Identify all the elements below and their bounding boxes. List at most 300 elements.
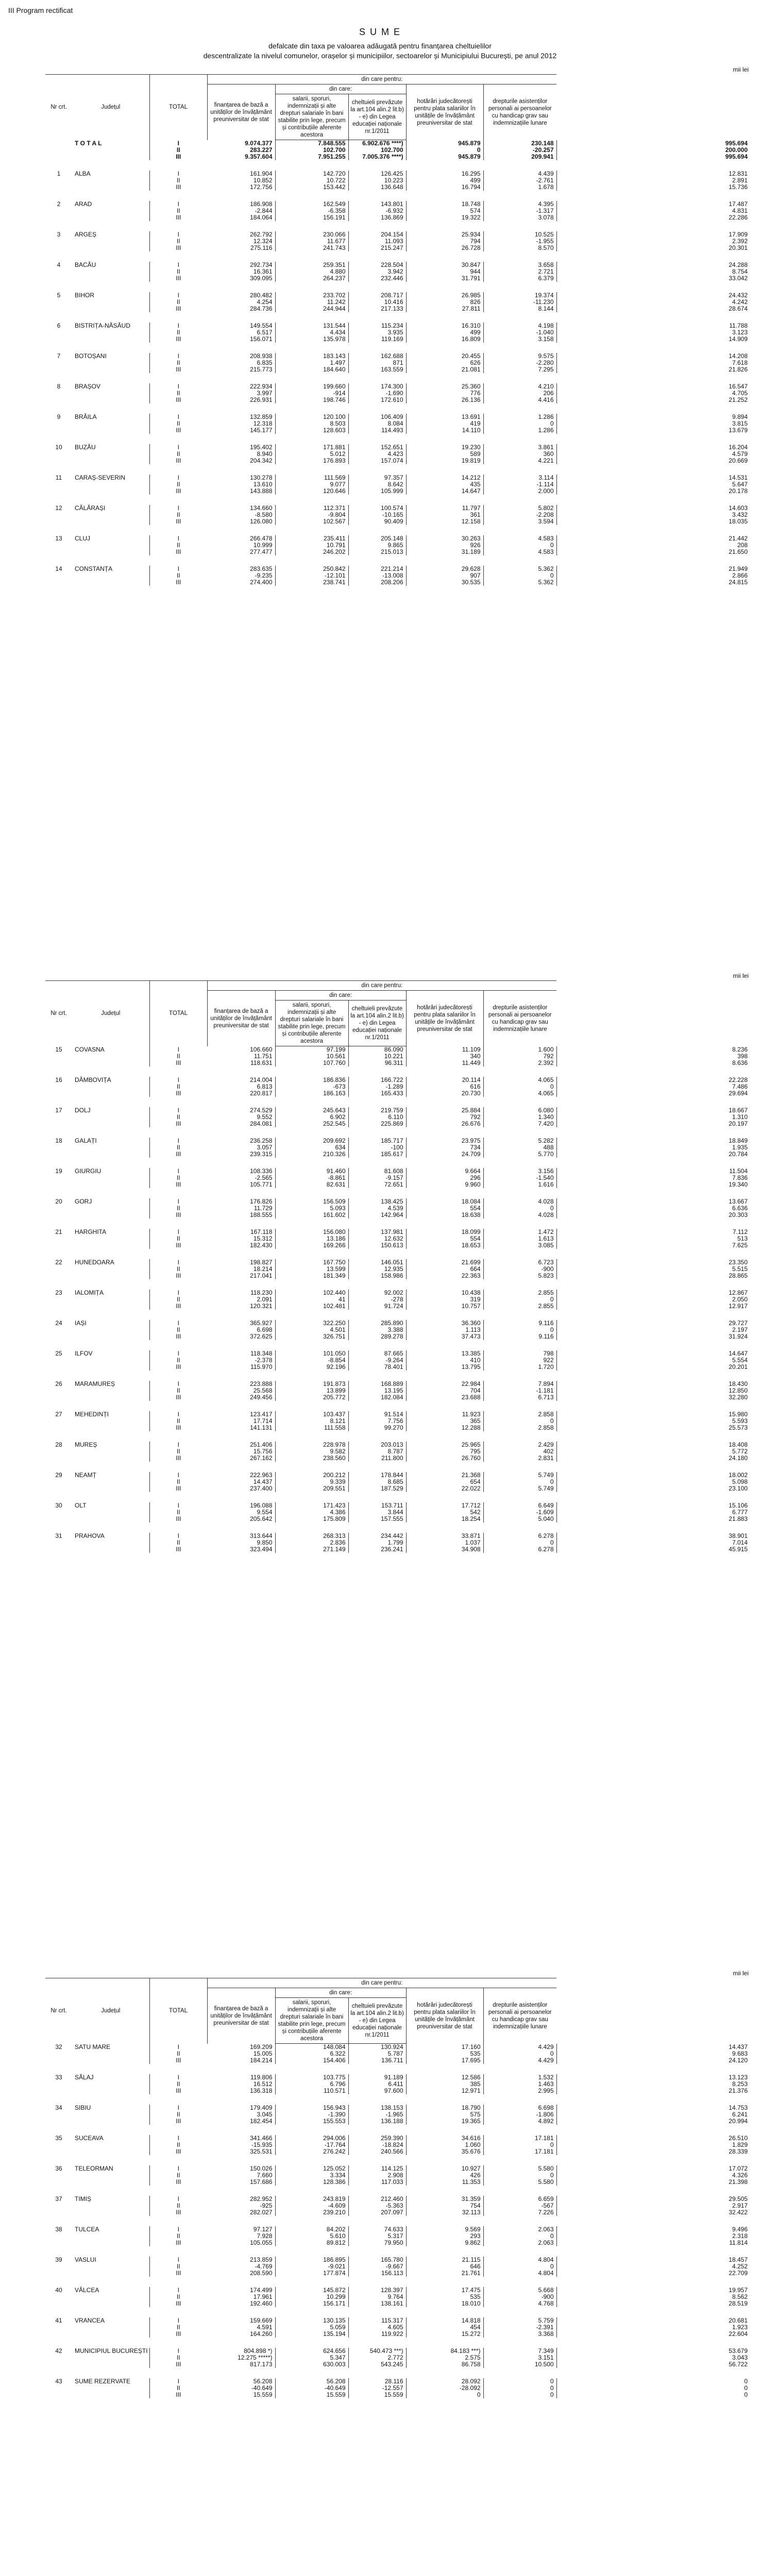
value-finantare-baza: 243.819 [275,2196,348,2202]
value-salarii: 204.154 [348,231,406,238]
subtitle-line-2: descentralizate la nivelul comunelor, orașelor și municipiilor, sectoarelor și Municipiului București, pe anul 2012 [203,52,557,60]
row-group-label: I [149,2257,207,2263]
value-cheltuieli: 25.965 [406,1442,483,1448]
row-group-label: III [149,457,207,464]
value-asistenti: 4.831 [556,208,750,214]
row-number-empty [45,2270,72,2277]
value-hotarari: -1.609 [483,1509,556,1516]
value-finantare-baza: -1.390 [275,2111,348,2118]
value-total: 179.409 [250,2104,273,2111]
row-group-label: III [149,214,207,221]
county-name-empty [72,518,149,525]
value-hotarari: 0 [483,2142,556,2148]
value-salarii: 211.800 [348,1455,406,1462]
value-total: 12.324 [253,238,273,245]
row-group-label: I [149,1259,207,1266]
value-salarii: 236.241 [348,1546,406,1553]
value-salarii: 102.700 [348,147,406,154]
value-asistenti: 5.593 [556,1418,750,1425]
value-finantare-baza: 102.567 [275,518,348,525]
value-total: 13.610 [253,481,273,488]
value-finantare-baza: -40.649 [275,2385,348,2392]
value-finantare-baza: 191.873 [275,1381,348,1387]
value-finantare-baza: 181.349 [275,1273,348,1279]
value-total: 118.348 [250,1350,273,1357]
value-cheltuieli: 435 [406,481,483,488]
value-asistenti: 16.204 [556,444,750,451]
row-group-label: II [149,208,207,214]
value-hotarari: 5.770 [483,1151,556,1158]
row-number-empty [45,549,72,555]
county-name: HUNEDOARA [75,1259,114,1266]
county-name: ILFOV [75,1350,93,1357]
value-asistenti: 25.573 [556,1425,750,1431]
header-salarii: salarii, sporuri, indemnizații și alte drepturi salariale în bani stabilite prin lege, precum și contribuțiile aferente acestora [275,1998,348,2044]
data-table [45,980,750,1553]
row-number-empty [45,268,72,275]
county-name-empty [72,360,149,366]
value-hotarari: 7.420 [483,1121,556,1127]
value-hotarari: 4.221 [483,457,556,464]
row-number-empty [45,2118,72,2125]
value-asistenti: 22.709 [556,2270,750,2277]
row-group-label: II [149,1418,207,1425]
value-hotarari: 0 [483,2172,556,2179]
value-total: 195.402 [250,444,273,451]
header-total: TOTAL [149,1978,207,2044]
value-asistenti: 5.647 [556,481,750,488]
row-number-empty [45,427,72,434]
value-finantare-baza: 245.643 [275,1107,348,1114]
value-finantare-baza: 186.163 [275,1090,348,1097]
value-asistenti: 7.486 [556,1083,750,1090]
value-hotarari: 2.855 [483,1303,556,1310]
value-hotarari: 17.181 [483,2135,556,2142]
row-number-empty [45,2354,72,2361]
row-group-label: III [149,2118,207,2125]
value-cheltuieli: 17.160 [406,2044,483,2051]
value-finantare-baza: 235.411 [275,535,348,542]
value-hotarari: 4.768 [483,2300,556,2307]
table-row [45,1212,750,1218]
value-asistenti: 24.288 [556,262,750,268]
header-asistenti: drepturile asistenților personali ai persoanelor cu handicap grav sau indemnizațiile lunare [483,1988,556,2044]
value-salarii: 142.964 [348,1212,406,1218]
value-finantare-baza: 6.322 [275,2050,348,2057]
value-total: 280.482 [250,292,273,299]
row-number-empty [45,1539,72,1546]
county-name: COVASNA [75,1045,105,1053]
county-name-empty [72,1090,149,1097]
value-total: 9.552 [257,1113,273,1121]
row-group-label: III [149,518,207,525]
row-group-label: II [149,2081,207,2088]
value-asistenti: 7.014 [556,1539,750,1546]
value-finantare-baza: 111.569 [275,474,348,481]
table-row [45,1516,750,1522]
county-name-empty [72,1242,149,1249]
value-asistenti: 22.228 [556,1077,750,1083]
value-hotarari: 488 [483,1144,556,1151]
value-finantare-baza: 634 [275,1144,348,1151]
county-name-empty [72,1212,149,1218]
value-asistenti: 21.252 [556,397,750,403]
county-name-empty [72,1418,149,1425]
value-finantare-baza: 271.149 [275,1546,348,1553]
value-salarii: 119.169 [348,336,406,343]
county-name-empty [72,214,149,221]
value-salarii: 8.084 [348,420,406,427]
value-asistenti: 26.510 [556,2135,750,2142]
value-salarii: -6.932 [348,208,406,214]
row-number-empty [45,542,72,549]
value-cheltuieli: 454 [406,2324,483,2331]
value-salarii: 81.608 [348,1168,406,1175]
value-asistenti: 0 [556,2392,750,2398]
value-hotarari: 19.374 [483,292,556,299]
row-number-empty [45,366,72,373]
row-number: 12 [55,504,62,512]
county-name-empty [72,2354,149,2361]
value-hotarari: 2.858 [483,1425,556,1431]
row-group-label: II [149,299,207,306]
table-row [45,1394,750,1401]
value-total: 16.512 [253,2080,273,2088]
value-salarii: 172.610 [348,397,406,403]
value-salarii: 12.935 [348,1266,406,1273]
value-asistenti: 12.831 [556,171,750,177]
row-number: 1 [57,170,61,177]
value-cheltuieli: 11.353 [406,2179,483,2185]
value-asistenti: 33.042 [556,275,750,282]
value-total: 214.004 [250,1076,273,1083]
row-number-empty [45,488,72,495]
value-total: 204.342 [250,457,273,464]
row-group-label: III [149,2057,207,2064]
row-group-label: III [149,336,207,343]
county-name: IAȘI [75,1319,87,1327]
header-din-care-sub: din care: [275,84,406,94]
county-name-empty [72,2240,149,2246]
row-number-empty [45,1546,72,1553]
value-total: 141.131 [250,1424,273,1431]
value-total: 282.952 [250,2195,273,2202]
row-group-label: II [149,2294,207,2300]
table-row [45,2209,750,2216]
value-hotarari: 8.144 [483,306,556,312]
value-hotarari: 3.594 [483,518,556,525]
value-total: 251.406 [250,1441,273,1448]
value-finantare-baza: 252.545 [275,1121,348,1127]
value-asistenti: 5.515 [556,1266,750,1273]
table-row [45,1242,750,1249]
value-cheltuieli: 37.473 [406,1333,483,1340]
value-total: 284.081 [250,1120,273,1127]
value-cheltuieli: 20.114 [406,1077,483,1083]
value-salarii: 13.195 [348,1387,406,1394]
value-salarii: 9.865 [348,542,406,549]
row-number-empty [45,1303,72,1310]
value-finantare-baza: 276.242 [275,2148,348,2155]
value-hotarari: 9.575 [483,353,556,360]
value-total: 174.499 [250,2286,273,2294]
table-section-2 [45,980,750,1553]
value-asistenti: 6.636 [556,1205,750,1212]
value-cheltuieli: 21.699 [406,1259,483,1266]
value-asistenti: 21.949 [556,566,750,572]
value-asistenti: 1.935 [556,1144,750,1151]
county-name-empty [72,2270,149,2277]
value-salarii: 152.651 [348,444,406,451]
row-number-empty [45,1418,72,1425]
value-cheltuieli: 22.022 [406,1485,483,1492]
header-salarii: salarii, sporuri, indemnizații și alte drepturi salariale în bani stabilite prin lege, precum și contribuțiile aferente acestora [275,1001,348,1046]
value-total: 283.227 [250,146,273,154]
row-number-empty [45,154,72,160]
value-salarii: 115.317 [348,2317,406,2324]
value-asistenti: 20.201 [556,1364,750,1370]
county-name: GIURGIU [75,1167,102,1175]
value-cheltuieli: 11.449 [406,1060,483,1066]
value-hotarari: 2.000 [483,488,556,495]
table-row [45,1121,750,1127]
header-cheltuieli: cheltuieli prevăzute la art.104 alin.2 lit.b) - e) din Legea educației naționale nr.1/2011 [348,94,406,140]
row-group-label: I [149,1320,207,1327]
value-hotarari: 0 [483,2392,556,2398]
row-number-empty [45,208,72,214]
county-name-empty [72,2111,149,2118]
value-cheltuieli: 0 [406,2392,483,2398]
row-number: 6 [57,322,61,329]
county-name: GORJ [75,1198,92,1205]
row-group-label: II [149,1266,207,1273]
value-cheltuieli: 574 [406,208,483,214]
value-finantare-baza: 200.212 [275,1472,348,1479]
county-name: MUNICIPIUL BUCUREȘTI [75,2347,148,2354]
table-row [45,397,750,403]
county-name: CĂLĂRAȘI [75,504,106,512]
value-total: 149.554 [250,322,273,329]
value-asistenti: 6.241 [556,2111,750,2118]
value-salarii: -10.165 [348,512,406,518]
county-name-empty [72,457,149,464]
value-asistenti: 19.340 [556,1181,750,1188]
row-group-label: I [149,2378,207,2385]
county-name: SUCEAVA [75,2134,104,2142]
county-name-empty [72,1181,149,1188]
value-hotarari: 0 [483,1327,556,1333]
value-salarii: 115.234 [348,323,406,329]
row-group-label: I [149,1290,207,1296]
row-group-label: I [149,2165,207,2172]
table-row [45,140,750,147]
value-cheltuieli: 19.230 [406,444,483,451]
value-cheltuieli: 664 [406,1266,483,1273]
value-cheltuieli: 776 [406,390,483,397]
value-finantare-baza: 56.208 [275,2378,348,2385]
value-finantare-baza: 186.836 [275,1077,348,1083]
value-hotarari: 6.713 [483,1394,556,1401]
value-total: 222.963 [250,1471,273,1479]
value-asistenti: 5.772 [556,1448,750,1455]
table-row [45,427,750,434]
value-salarii: 178.844 [348,1472,406,1479]
value-total: 267.162 [250,1454,273,1462]
row-number-empty [45,579,72,586]
value-hotarari: 6.659 [483,2196,556,2202]
value-hotarari: 3.368 [483,2331,556,2337]
value-asistenti: 8.236 [556,1046,750,1054]
value-salarii: 146.051 [348,1259,406,1266]
row-group-label: II [149,360,207,366]
row-group-label: III [149,306,207,312]
value-finantare-baza: 259.351 [275,262,348,268]
county-name-empty [72,1053,149,1060]
county-name-empty [72,2263,149,2270]
value-asistenti: 14.531 [556,474,750,481]
row-number-empty [45,1151,72,1158]
row-group-label: II [149,1296,207,1303]
row-number-empty [45,451,72,457]
row-number: 22 [55,1259,62,1266]
county-name-empty [72,2179,149,2185]
row-group-label: II [149,1053,207,1060]
row-group-label: I [149,2226,207,2233]
value-asistenti: 13.679 [556,427,750,434]
value-cheltuieli: 11.109 [406,1046,483,1054]
value-cheltuieli: 826 [406,299,483,306]
value-total: 274.400 [250,579,273,586]
value-asistenti: 28.339 [556,2148,750,2155]
value-hotarari: 5.282 [483,1138,556,1144]
row-group-label: III [149,2179,207,2185]
value-cheltuieli: 9.960 [406,1181,483,1188]
value-total: 10.852 [253,177,273,184]
table-row [45,1090,750,1097]
value-cheltuieli: 499 [406,329,483,336]
value-total: 213.859 [250,2256,273,2263]
value-total: -15.935 [251,2141,273,2148]
value-total: 176.826 [250,1198,273,1205]
value-asistenti: 14.647 [556,1350,750,1357]
value-finantare-baza: 264.237 [275,275,348,282]
county-name-empty [72,2324,149,2331]
value-salarii: 136.869 [348,214,406,221]
row-group-label: I [149,140,207,147]
value-salarii: 156.113 [348,2270,406,2277]
value-finantare-baza: 92.196 [275,1364,348,1370]
value-finantare-baza: 294.006 [275,2135,348,2142]
value-cheltuieli: 410 [406,1357,483,1364]
table-row [45,1546,750,1553]
value-finantare-baza: 6.796 [275,2081,348,2088]
value-finantare-baza: 13.186 [275,1235,348,1242]
row-number: 43 [55,2378,62,2385]
county-name-empty [72,154,149,160]
value-hotarari: 7.226 [483,2209,556,2216]
county-name-empty [72,2142,149,2148]
value-cheltuieli: 13.385 [406,1350,483,1357]
value-asistenti: 22.604 [556,2331,750,2337]
value-hotarari: 4.065 [483,1090,556,1097]
value-hotarari: 1.532 [483,2074,556,2081]
row-number: 36 [55,2165,62,2172]
value-total: 17.961 [253,2293,273,2300]
value-asistenti: 398 [556,1053,750,1060]
row-group-label: III [149,1394,207,1401]
value-hotarari: 1.340 [483,1114,556,1121]
value-salarii: 97.600 [348,2088,406,2094]
value-hotarari: 3.085 [483,1242,556,1249]
value-finantare-baza: 199.660 [275,383,348,390]
value-salarii: 4.605 [348,2324,406,2331]
county-name-empty [72,2331,149,2337]
value-total: 161.904 [250,170,273,177]
row-number-empty [45,336,72,343]
value-cheltuieli: 32.113 [406,2209,483,2216]
value-cheltuieli: 22.984 [406,1381,483,1387]
value-hotarari: 4.065 [483,1077,556,1083]
value-finantare-baza: 156.509 [275,1198,348,1205]
value-asistenti: 16.547 [556,383,750,390]
row-group-label: II [149,1175,207,1181]
value-salarii: 106.409 [348,414,406,420]
row-group-label: III [149,1151,207,1158]
value-finantare-baza: 156.943 [275,2105,348,2111]
value-salarii: -9.264 [348,1357,406,1364]
value-total: 11.729 [254,1205,273,1212]
county-name-empty [72,238,149,245]
value-salarii: 540.473 ***) [348,2348,406,2354]
county-name-empty [72,366,149,373]
row-number-empty [45,1235,72,1242]
value-finantare-baza: 156.191 [275,214,348,221]
value-asistenti: 513 [556,1235,750,1242]
value-total: -2.565 [255,1174,273,1181]
value-cheltuieli: 9.664 [406,1168,483,1175]
value-total: 284.736 [250,305,273,312]
row-number-empty [45,390,72,397]
value-cheltuieli: 907 [406,572,483,579]
value-cheltuieli: 25.884 [406,1107,483,1114]
row-number [45,140,72,147]
row-group-label: I [149,1502,207,1509]
value-asistenti: 0 [556,2378,750,2385]
table-row [45,2044,750,2051]
value-cheltuieli: 499 [406,177,483,184]
row-number-empty [45,572,72,579]
value-hotarari: 798 [483,1350,556,1357]
value-total: -4.769 [255,2263,273,2270]
county-name-empty [72,2148,149,2155]
value-total: 323.494 [250,1546,273,1553]
value-asistenti: 3.043 [556,2354,750,2361]
table-row [45,1151,750,1158]
county-name-empty [72,1364,149,1370]
value-finantare-baza: 130.135 [275,2317,348,2324]
table-row [45,1333,750,1340]
value-hotarari: 2.063 [483,2226,556,2233]
row-group-label: III [149,366,207,373]
value-cheltuieli: 31.359 [406,2196,483,2202]
row-group-label: III [149,2300,207,2307]
value-finantare-baza: -9.021 [275,2263,348,2270]
row-group-label: I [149,535,207,542]
value-finantare-baza: 41 [275,1296,348,1303]
value-cheltuieli: 21.368 [406,1472,483,1479]
value-cheltuieli: 10.438 [406,1290,483,1296]
value-hotarari: 3.158 [483,336,556,343]
